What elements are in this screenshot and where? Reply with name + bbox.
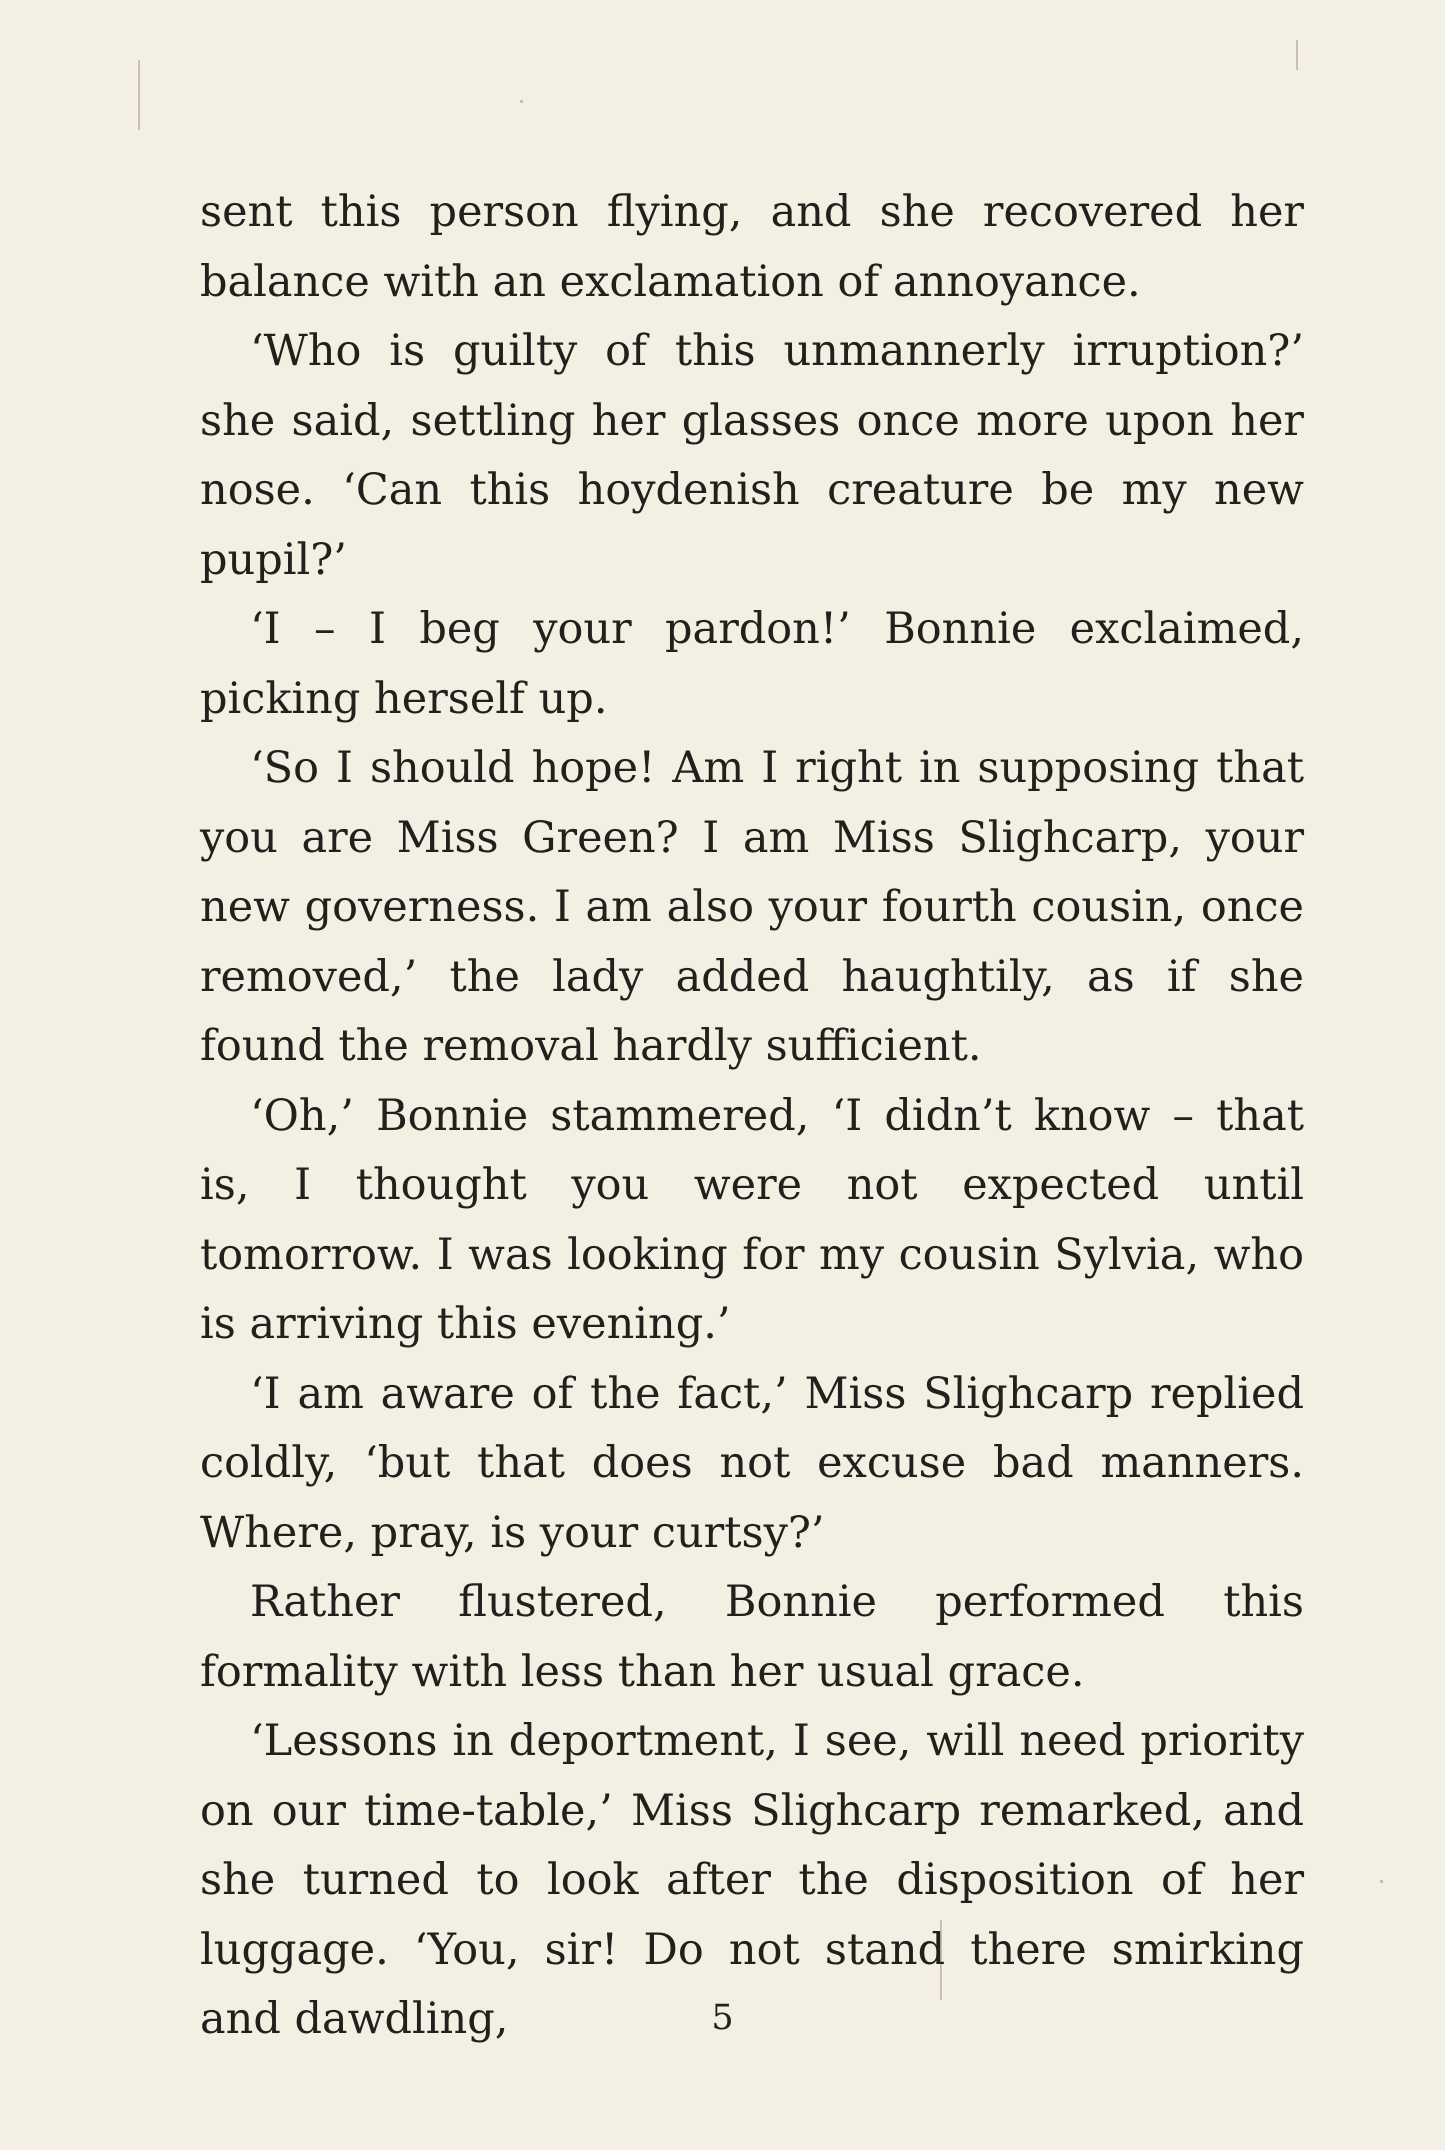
paragraph: Rather flustered, Bonnie performed this formality with less than her usual grace. <box>200 1577 1304 1697</box>
body-text <box>200 178 1304 2055</box>
paper-speck <box>138 60 140 130</box>
paragraph: ‘Who is guilty of this unmannerly irruption?’ she said, settling her glasses once more upon her nose. ‘Can this hoydenish creature be my new pupil?’ <box>200 326 1304 585</box>
paper-speck <box>1380 1880 1383 1883</box>
paper-speck <box>1296 40 1298 70</box>
page-number: 5 <box>711 1998 734 2038</box>
paragraph: ‘I – I beg your pardon!’ Bonnie exclaimed, picking herself up. <box>200 604 1304 724</box>
paper-speck <box>520 100 523 103</box>
paragraph: ‘So I should hope! Am I right in supposing that you are Miss Green? I am Miss Slighcarp, your new governess. I am also your fourth cousin, once removed,’ the lady added haughtily, as if she found the removal hardly sufficient. <box>200 743 1304 1071</box>
paragraph: ‘I am aware of the fact,’ Miss Slighcarp replied coldly, ‘but that does not excuse bad manners. Where, pray, is your curtsy?’ <box>200 1368 1304 1558</box>
paragraph: ‘Oh,’ Bonnie stammered, ‘I didn’t know – that is, I thought you were not expected until tomorrow. I was looking for my cousin Sylvia, who is arriving this evening.’ <box>200 1090 1304 1349</box>
paragraph: ‘Lessons in deportment, I see, will need priority on our time-table,’ Miss Slighcarp remarked, and she turned to look after the disposition of her luggage. ‘You, sir! Do not stand there smirking and dawdling, <box>200 1716 1304 2044</box>
paragraph: sent this person flying, and she recovered her balance with an exclamation of annoyance. <box>200 187 1304 307</box>
